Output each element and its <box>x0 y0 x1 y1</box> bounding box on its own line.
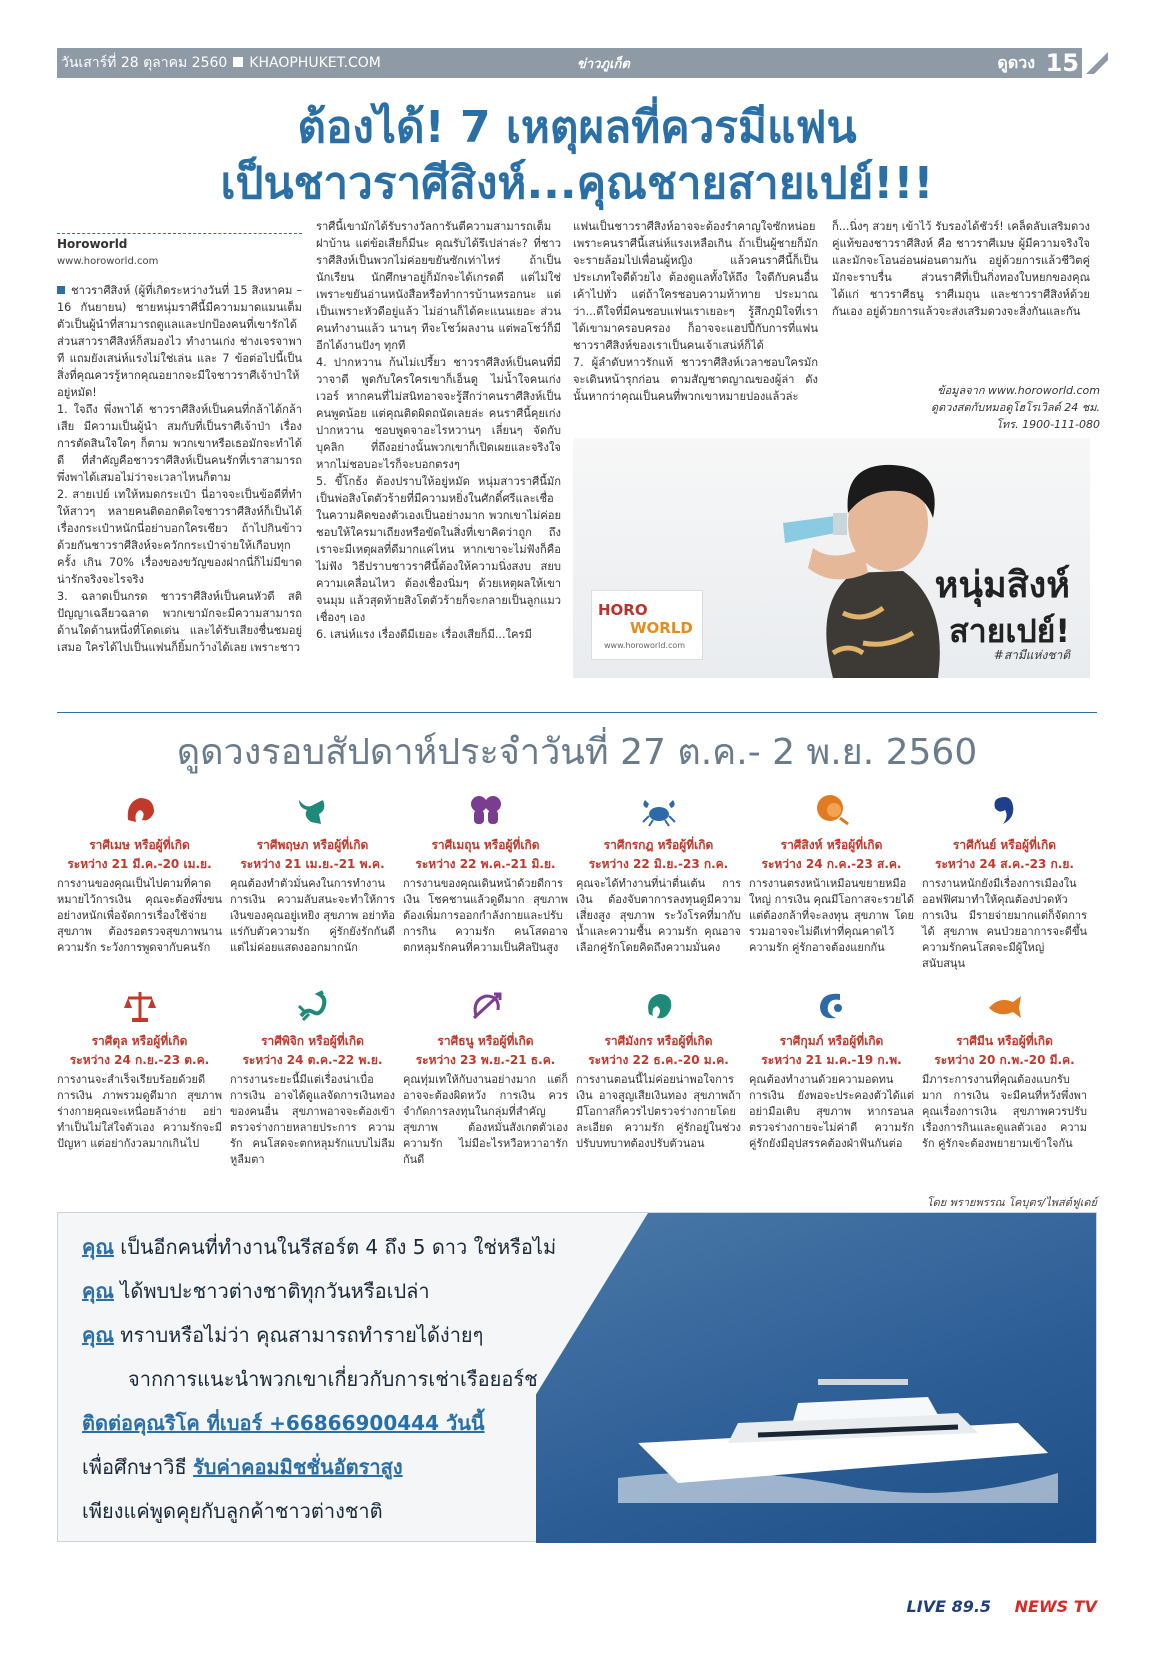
article-paragraph: แฟนเป็นชาวราศีสิงห์อาจจะต้องรำคาญใจซักหน่อย เพราะคนราศีนี้เสน่ห์แรงเหลือเกิน ถ้าเป็นผู้ชายก็มักจะรายล้อมไปเพื่อนผู้หญิง แล้วคนราศีนี้ก็เป็นประเภทใจดีด้วยไง ต้องดูแลทั้งให้ถึง ใจดีกับคนอื่นเค้าไปทั่ว แต่ถ้าใครชอบความท้าทาย ประมาณว่า...ดีใจที่มีคนชอบแฟนเราเยอะๆ รู้สึกภูมิใจที่เราได้เขามาครอบครอง ก็อาจจะแฮปปี้กับการที่แฟนชาวราศีสิงห์ของเราเป็นคนเจ้าเสน่ห์ก็ได้ <box>573 220 818 352</box>
article-column-2 <box>316 218 561 643</box>
ad-line-3: คุณ ทราบหรือไม่ว่า คุณสามารถทำรายได้ง่ายๆ <box>82 1323 484 1347</box>
corner-arrow-icon <box>1082 48 1112 78</box>
newspaper-logo: ข่าวภูเก็ต <box>577 56 630 72</box>
footer-logos <box>907 1597 1097 1616</box>
headline-line1: ต้องได้! 7 เหตุผลที่ควรมีแฟน <box>297 102 857 153</box>
horoscope-credit: โดย พรายพรรณ โคบุตร/ไพสต์ฟูเดย์ <box>926 1196 1097 1209</box>
scorpion-icon <box>293 986 333 1026</box>
sign-taurus: ราศีพฤษภ หรือผู้ที่เกิด ระหว่าง 21 เม.ย.-21 พ.ค. คุณต้องทำตัวมั่นคงในการทำงาน การเงิน ความลับสนะจะทำให้การเงินของคุณอยู่เหยิง สุขภาพ อย่าท้อแร่กับตัวความรัก คู่รักยังรักกันดี แต่ไม่ค่อยแสดงออกมากนัก <box>230 790 395 940</box>
issue-date: วันเสาร์ที่ 28 ตุลาคม 2560 KHAOPHUKET.COM <box>61 55 381 71</box>
ad-line-7: เพียงแค่พูดคุยกับลูกค้าชาวต่างชาติ <box>82 1499 383 1523</box>
article-paragraph: 2. สายเปย์ เทให้หมดกระเป๋า นี่อาจจะเป็นข้อดีที่ทำให้สาวๆ หลายคนติดอกติดใจชาวราศีสิงห์ก็เป็นได้ เรื่องกระเป๋าหนักนี่อย่าบอกใครเชียว ถ้าไปกินข้าวด้วยกันชาวราศีสิงห์จะควักกระเป๋าจ่ายให้เกือบทุกครั้ง เกิน 70% เรื่องของขวัญของฝากนี่ก็ไม่มีขาด น่ารักจริงจะไรจริง <box>57 488 302 586</box>
sign-libra: ราศีตุล หรือผู้ที่เกิด ระหว่าง 24 ก.ย.-23 ต.ค. การงานจะสำเร็จเรียบร้อยด้วยดี การเงิน ภาพรวมดูดีมาก สุขภาพร่างกายคุณจะเหนื่อยล้าง่าย อย่าทำเป็นไม่ใส่ใจตัวเอง ความรักจะมีปัญหา แต่อย่ากังวลมากเกินไป <box>57 986 222 1136</box>
sign-leo: ราศีสิงห์ หรือผู้ที่เกิด ระหว่าง 24 ก.ค.-23 ส.ค. การงานตรงหน้าเหมือนขยายหมือใหญ่ การเงิน คุณมีโอกาสจะรวยได้แต่ต้องกล้าที่จะลงทุน สุขภาพ โดยรวมอาจจะไม่ดีเท่าที่คุณคาดไว้ ความรัก คู่รักอาจต้องแยกกัน <box>749 790 914 940</box>
news-tv-logo: NEWS TV <box>1014 1597 1097 1616</box>
sign-pisces: ราศีมีน หรือผู้ที่เกิด ระหว่าง 20 ก.พ.-20 มี.ค. มีภาระการงานที่คุณต้องแบกรับมาก การเงิน จะมีคนที่หวังพึ่งพาคุณเรื่องการเงิน สุขภาพควรปรับเรื่องการกินและดูแลตัวเอง ความรัก คู่รักจะต้องพยายามเข้าใจกัน <box>922 986 1087 1136</box>
ad-line-2: คุณ ได้พบปะชาวต่างชาติทุกวันหรือเปล่า <box>82 1279 430 1303</box>
lead-square-icon <box>57 286 65 294</box>
article-paragraph: 1. ใจถึง พึ่งพาได้ ชาวราศีสิงห์เป็นคนที่กล้าได้กล้าเสีย มีความเป็นผู้นำ สมกับที่เป็นราศีเจ้าป่า เรื่องการตัดสินใจใดๆ ก็ตาม พวกเขาหรือเธอมักจะทำได้ดี ที่สำคัญคือชาวราศีสิงห์เป็นคนรักที่เราสามารถพึ่งพาได้เสมอไม่ว่าจะเวลาไหนก็ตาม <box>57 403 302 484</box>
goat-icon <box>639 986 679 1026</box>
article-paragraph: 7. ผู้ลำดับหาวรักแท้ ชาวราศีสิงห์เวลาชอบใครมักจะเดินหน้ารุกก่อน ตามสัญชาตญาณของผู้ล่า ดังนั้นหากว่าคุณเป็นคนที่พวกเขาหมายปองแล้วล่ะ <box>573 356 818 403</box>
article-paragraph: 6. เสน่ห์แรง เรื่องดีมีเยอะ เรื่องเสียก็มี...ใครมี <box>316 628 532 641</box>
live-radio-logo: LIVE 89.5 <box>906 1597 992 1616</box>
photo-ad-headline: หนุ่มสิงห์ <box>934 565 1070 606</box>
sign-sagittarius: ราศีธนู หรือผู้ที่เกิด ระหว่าง 23 พ.ย.-21 ธ.ค. คุณทุ่มเทให้กับงานอย่างมาก แต่ก็อาจจะต้องผิดหวัง การเงิน ควรจำกัดการลงทุนในกลุ่มที่สำคัญ สุขภาพ ต้องหมั่นสังเกตตัวเอง ความรัก ไม่มีอะไรหวือหวาอารักกันดี <box>403 986 568 1136</box>
article-column-1 <box>57 233 302 656</box>
sign-virgo: ราศีกันย์ หรือผู้ที่เกิด ระหว่าง 24 ส.ค.-23 ก.ย. การงานหนักยังมีเรื่องการเมืองในออฟฟิศมาทำให้คุณต้องปวดหัว การเงิน มีรายจ่ายมากแต่ก็จัดการได้ สุขภาพ คนป่วยอาการจะดีขึ้น ความรักคนโสดจะมีผู้ใหญ่สนับสนุน <box>922 790 1087 940</box>
sign-aries: ราศีเมษ หรือผู้ที่เกิด ระหว่าง 21 มี.ค.-20 เม.ย. การงานของคุณเป็นไปตามที่คาดหมายไว้การเงิน คุณจะต้องพึ่งขนอย่างหนักเพื่อจัดการเรื่องใช้จ่าย สุขภาพ ต้องรอตรวจสุขภาพนาน ความรัก ระวังการพูดจากับคนรัก <box>57 790 222 940</box>
crab-icon <box>639 790 679 830</box>
article-column-4 <box>832 218 1090 320</box>
archer-icon <box>466 986 506 1026</box>
sign-gemini: ราศีเมถุน หรือผู้ที่เกิด ระหว่าง 22 พ.ค.-21 มิ.ย. การงานของคุณเดินหน้าด้วยดีการเงิน โชคชานแล้วดูดีมาก สุขภาพต้องเพิ่มการออกกำลังกายและปรับการกิน ความรัก คนโสดอาจตกหลุมรักคนที่ความเป็นศิลปินสูง <box>403 790 568 940</box>
ad-line-6: เพื่อศึกษาวิธี รับค่าคอมมิชชั่นอัตราสูง <box>82 1455 403 1479</box>
twins-icon <box>466 790 506 830</box>
sign-cancer: ราศีกรกฎ หรือผู้ที่เกิด ระหว่าง 22 มิ.ย.-23 ก.ค. คุณจะได้ทำงานที่น่าตื่นเต้น การเงิน ต้องจับตาการลงทุนดูมีความเสี่ยงสูง สุขภาพ ระวังโรคที่มากับน้ำและความชื้น ความรัก คุณอาจเลือกคู่รักโดยคิดถึงความมั่นคง <box>576 790 741 940</box>
yacht-advertisement <box>57 1212 1097 1542</box>
yacht-illustration <box>618 1303 1058 1503</box>
section-divider <box>57 712 1097 713</box>
header-bar <box>57 48 1097 78</box>
byline-web: www.horoworld.com <box>57 256 159 267</box>
sign-aquarius: ราศีกุมภ์ หรือผู้ที่เกิด ระหว่าง 21 ม.ค.-19 ก.พ. คุณต้องทำงานด้วยความอดทน การเงิน ยังพอจะประคองตัวได้แต่อย่ามือเติบ สุขภาพ หากรอนลตรวจร่างกายจะไม่ค่าดี ความรัก คู่รักยังมีอุปสรรคต้องฝ่าฟันกันต่อ <box>749 986 914 1136</box>
article-column-3 <box>573 218 818 405</box>
headline-line2: เป็นชาวราศีสิงห์...คุณชายสายเปย์!!! <box>220 158 934 209</box>
ad-line-1: คุณ เป็นอีกคนที่ทำงานในรีสอร์ต 4 ถึง 5 ดาว ใช่หรือไม่ <box>82 1235 557 1259</box>
bull-icon <box>293 790 333 830</box>
article-paragraph: 4. ปากหวาน ก้นไม่เปรี้ยว ชาวราศีสิงห์เป็นคนที่มีวาจาดี พูดกับใครใครเขาก็เอ็นดู ไม่น้ำใจคนเก่งเวอร์ หากคนที่ไม่สนิทอาจจะรู้สึกว่าคนราศีสิงห์เป็นคนพูดน้อย แต่คุณติดผิดถนัดเลยล่ะ คนราศีนี้คุยเก่ง ปากหวาน ชอบพูดจาอะไรหวานๆ เลี่ยนๆ จัดกับบุคลิก ที่ถึงอย่างนั้นพวกเขาก็เปิดเผยและจริงใจ หากไม่ชอบอะไรก็จะบอกตรงๆ <box>316 356 561 471</box>
page-number: 15 <box>1045 49 1079 77</box>
ad-commission-link[interactable]: รับค่าคอมมิชชั่นอัตราสูง <box>193 1455 403 1479</box>
photo-ad-hashtag: #สามีแห่งชาติ <box>993 648 1070 662</box>
sign-scorpio: ราศีพิจิก หรือผู้ที่เกิด ระหว่าง 24 ต.ค.-22 พ.ย. การงานระยะนี้มีแต่เรื่องน่าเบื่อ การเงิน อาจได้ดูแลจัดการเงินทองของคนอื่น สุขภาพอาจจะต้องเข้าตรวจร่างกายหลายประการ ความรัก คนโสดจะตกหลุมรักแบบไม่ลืมหูลืมตา <box>230 986 395 1136</box>
horoscope-title: ดูดวงรอบสัปดาห์ประจำวันที่ 27 ต.ค.- 2 พ.ย. 2560 <box>176 732 978 773</box>
article-paragraph: ชาวราศีสิงห์ (ผู้ที่เกิดระหว่างวันที่ 15 สิงหาคม – 16 กันยายน) ชายหนุ่มราศีนี้มีความมาดแมนเต็มตัวเป็นผู้นำที่สามารถดูแลและปกป้องคนที่เขารักได้ ส่วนสาวราศีสิงห์ก็สมองไว ทำงานเก่ง ช่างเจรจาพาที แถมยังเสน่ห์แรงไม่ใช่เล่น และ 7 ข้อต่อไปนี้เป็นสิ่งที่คุณควรรู้หากคุณอยากจะมีใจชาวราศีเจ้าป่าให้อยู่หมัด! <box>57 284 302 399</box>
sign-capricorn: ราศีมังกร หรือผู้ที่เกิด ระหว่าง 22 ธ.ค.-20 ม.ค. การงานตอนนี้ไม่ค่อยน่าพอใจการเงิน อาจสูญเสียเงินทอง สุขภาพถ้ามีโอกาสก็ควรไปตรวจร่างกายโดยละเอียด ความรัก คู่รักอยู่ในช่วงปรับบทบาทต้องปรับตัวนอน <box>576 986 741 1136</box>
article-paragraph: ราศีนี้เขามักได้รับรางวัลการันตีความสามารถเต็มฝาบ้าน แต่ข้อเสียก็มีนะ คุณรับได้รึเปล่าล่ะ? ที่ชาวราศีสิงห์เป็นพวกไม่ค่อยขยันซักเท่าไหร่ ถ้าเป็นนักเรียน นักศึกษาอยู่ก็มักจะได้เกรดดี แต่ไม่ใช่เพราะขยันอ่านหนังสือหรือทำการบ้านหรอกนะ แต่เป็นเพราะหัวดีอยู่แล้ว ไม่อ่านก็ได้คะแนนเยอะ ส่วนคนทำงานแล้ว นานๆ ทีจะโชว์ผลงาน แต่พอโชว์ก็มีอีกได้งานปังๆ ทุกที <box>316 220 561 352</box>
ad-line-4: จากการแนะนำพวกเขาเกี่ยวกับการเช่าเรือยอร์ช <box>128 1367 538 1391</box>
leo-man-photo <box>573 438 1090 678</box>
article-paragraph: 5. ขี้โกธ้ง ต้องปราบให้อยู่หมัด หนุ่มสาวราศีนี้มักเป็นพ่อสิงโตตัวร้ายที่มีความหยิ่งในศักดิ์ศรีและเชื่อในความคิดของตัวเองเป็นอย่างมาก พวกเขาไม่ค่อยชอบให้ใครมาเถียงหรือขัดในสิ่งที่เขาคิดว่าถูก ถึงเราจะมีเหตุผลที่ดีมากแค่ไหน หากเขาจะไม่ฟังก็คือไม่ฟัง วิธีปราบชาวราศีนี้ต้องให้ความนิ่งสงบ สยบความเคลื่อนไหว ต้องเชื่องนิ่มๆ ด้วยเหตุผลให้เขาจนมุม แล้วสุดท้ายสิงโตตัวร้ายก็จะกลายเป็นลูกแมวเชื่องๆ เอง <box>316 475 561 624</box>
article-paragraph: ก็...นิ่งๆ สวยๆ เข้าไว้ รับรองได้ชัวร์! เคล็ดลับเสริมดวง คู่แท้ของชาวราศีสิงห์ คือ ชาวราศีเมษ ผู้มีความจริงใจและมักจะโอนอ่อนผ่อนตามกัน อยู่ด้วยการแล้วชีวิตคู่มักจะราบรื่น ส่วนราศีที่เป็นกิ่งทองใบหยกของคุณ ได้แก่ ชาวราศีธนู ราศีเมถุน และชาวราศีสิงห์ด้วยกันเอง อยู่ด้วยการแล้วจะส่งเสริมดวงจะสิ่งกันและกัน <box>832 220 1090 318</box>
water-bearer-icon <box>812 986 852 1026</box>
scales-icon <box>120 986 160 1026</box>
photo-ad-subline: สายเปย์! <box>949 612 1070 650</box>
ad-text-block <box>82 1225 556 1533</box>
site-name: KHAOPHUKET.COM <box>249 55 381 71</box>
article-credit: ข้อมูลจาก www.horoworld.com ดูดวงสดกับหมอดูโฮโรเวิลด์ 24 ชม. โทร. 1900-111-080 <box>930 384 1100 431</box>
ad-contact-link[interactable]: ติดต่อคุณริโค ที่เบอร์ +66866900444 วันนี้ <box>82 1411 485 1435</box>
section-name: ดูดวง <box>997 52 1035 72</box>
ram-icon <box>120 790 160 830</box>
byline-name: Horoworld <box>57 233 302 253</box>
horoworld-logo: HORO WORLD www.horoworld.com <box>591 590 703 660</box>
article-paragraph: 3. ฉลาดเป็นกรด ชาวราศีสิงห์เป็นคนหัวดี สติปัญญาเฉลียวฉลาด พวกเขามักจะมีความสามารถด้านใดด้านหนึ่งที่โดดเด่น และได้รับเสียงชื่นชมอยู่เสมอ ใครได้ไปเป็นแฟนก็ยิ้มกว้างได้เลย เพราะชาว <box>57 590 302 654</box>
virgo-icon <box>985 790 1025 830</box>
lion-icon <box>812 790 852 830</box>
fish-icon <box>985 986 1025 1026</box>
headline <box>57 100 1097 212</box>
